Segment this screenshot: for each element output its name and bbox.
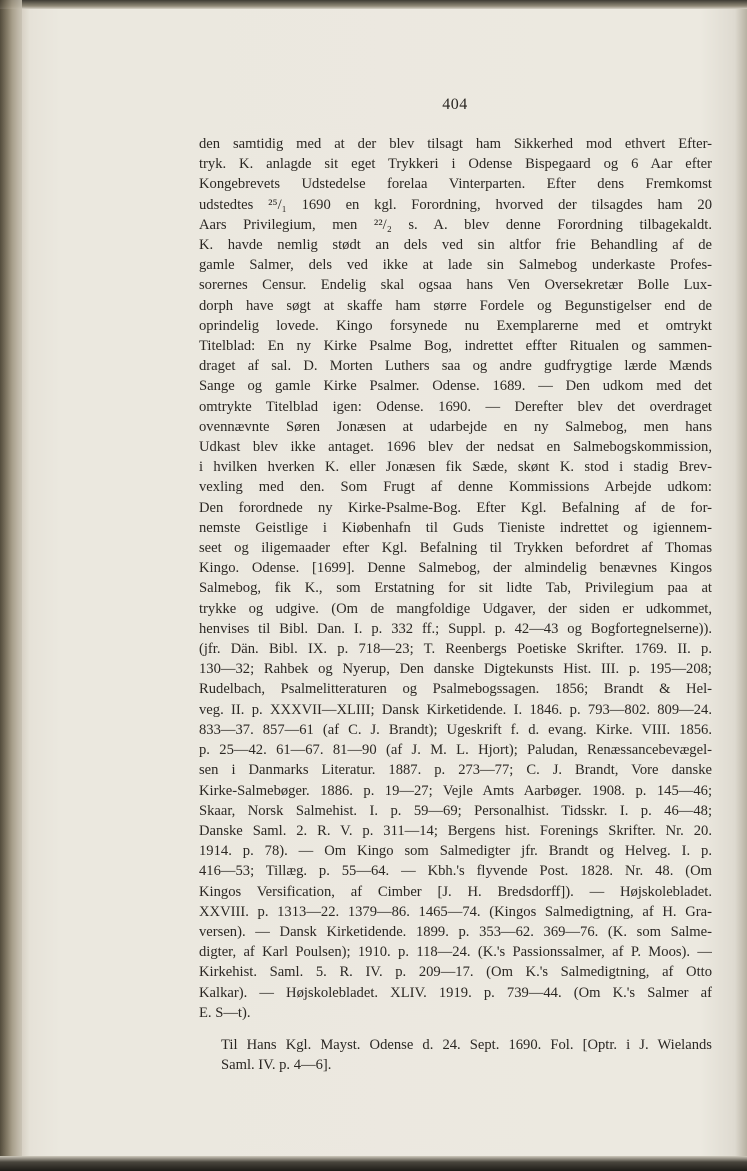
text-line: Skaar, Norsk Salmehist. I. p. 59—69; Personalhist. Tidsskr. I. p. 46—48; <box>199 802 712 819</box>
text-line: Kongebrevets Udstedelse forelaa Vinterparten. Efter dens Fremkomst <box>199 176 712 193</box>
text-line: seet og iligemaader efter Kgl. Befalning til Trykken befordret af Thomas <box>199 540 712 557</box>
book-binding-edge <box>0 0 22 1171</box>
body-text <box>199 134 712 1075</box>
text-line: sen i Danmarks Literatur. 1887. p. 273—77; C. J. Brandt, Vore danske <box>199 762 712 779</box>
text-line: veg. II. p. XXXVII—XLIII; Dansk Kirketidende. I. 1846. p. 793—802. 809—24. <box>199 701 712 718</box>
text-line: Kingo. Odense. [1699]. Denne Salmebog, der almindelig benævnes Kingos <box>199 560 712 577</box>
text-line: henvises til Bibl. Dan. I. p. 332 ff.; Suppl. p. 42—43 og Bogfortegnelserne)). <box>199 620 712 637</box>
text-line: trykke og udgive. (Om de mangfoldige Udgaver, der siden er udkommet, <box>199 600 712 617</box>
text-line: Salmebog, fik K., som Erstatning for sit lidte Tab, Privilegium paa at <box>199 580 712 597</box>
paragraph-gap <box>199 1023 712 1035</box>
text-line: udstedtes ²⁵/₁ 1690 en kgl. Forordning, hvorved der tilsagdes ham 20 <box>199 196 712 213</box>
text-line: draget af sal. D. Morten Luthers saa og andre gudfrygtige lærde Mænds <box>199 358 712 375</box>
text-line: den samtidig med at der blev tilsagt ham Sikkerhed mod ethvert Efter- <box>199 136 712 152</box>
text-line: oprindelig lovede. Kingo forsynede nu Exemplarerne med et omtrykt <box>199 317 712 334</box>
text-line: dorph have søgt at skaffe ham større Fordele og Begunstigelser end de <box>199 297 712 314</box>
page-bottom-edge <box>0 1156 747 1171</box>
text-line: 833—37. 857—61 (af C. J. Brandt); Ugeskrift f. d. evang. Kirke. VIII. 1856. <box>199 721 712 738</box>
text-line: digter, af Karl Poulsen); 1910. p. 118—24. (K.'s Passionssalmer, af P. Moos). — <box>199 944 712 961</box>
text-line: Saml. IV. p. 4—6]. <box>221 1057 332 1074</box>
page-top-edge <box>0 0 747 9</box>
text-line: 1914. p. 78). — Om Kingo som Salmedigter jfr. Brandt og Helveg. I. p. <box>199 843 712 860</box>
text-line: E. S—t). <box>199 1004 251 1021</box>
paragraph-entry <box>199 1035 712 1075</box>
text-line: 416—53; Tillæg. p. 55—64. — Kbh.'s flyvende Post. 1828. Nr. 48. (Om <box>199 863 712 880</box>
text-line: nemste Geistlige i Kiøbenhafn til Guds Tieniste indrettet og igiennem- <box>199 519 712 536</box>
text-line: i hvilken hverken K. eller Jonæsen fik Sæde, skønt K. stod i stadig Brev- <box>199 459 712 476</box>
text-line: Aars Privilegium, men ²²/₂ s. A. blev denne Forordning tilbagekaldt. <box>199 216 712 233</box>
text-line: Til Hans Kgl. Mayst. Odense d. 24. Sept. 1690. Fol. [Optr. i J. Wielands <box>221 1036 712 1053</box>
text-line: Udkast blev ikke antaget. 1696 blev der nedsat en Salmebogskommission, <box>199 439 712 456</box>
text-line: (jfr. Dän. Bibl. IX. p. 718—23; T. Reenbergs Poetiske Skrifter. 1769. II. p. <box>199 641 712 658</box>
text-line: Kingos Versification, af Cimber [J. H. Bredsdorff]). — Højskolebladet. <box>199 883 712 900</box>
text-line: versen). — Dansk Kirketidende. 1899. p. 353—62. 369—76. (K. som Salme- <box>199 923 712 940</box>
text-line: omtrykte Titelblad igen: Odense. 1690. — Derefter blev det overdraget <box>199 398 712 415</box>
text-line: Kirkehist. Saml. 5. R. IV. p. 209—17. (Om K.'s Salmedigtning, af Otto <box>199 964 712 981</box>
text-line: Rudelbach, Psalmelitteraturen og Psalmebogssagen. 1856; Brandt & Hel- <box>199 681 712 698</box>
page-number: 404 <box>442 96 468 113</box>
text-line: K. havde nemlig stødt an dels ved sin altfor frie Behandling af de <box>199 237 712 254</box>
text-line: 130—32; Rahbek og Nyerup, Den danske Digtekunsts Hist. III. p. 195—208; <box>199 661 712 678</box>
text-line: Titelblad: En ny Kirke Psalme Bog, indrettet effter Ritualen og sammen- <box>199 338 712 355</box>
text-line: tryk. K. anlagde sit eget Trykkeri i Odense Bispegaard og 6 Aar efter <box>199 156 712 173</box>
text-line: vexling med den. Som Frugt af denne Kommissions Arbejde udkom: <box>199 479 712 496</box>
text-line: Sange og gamle Kirke Psalmer. Odense. 1689. — Den udkom med det <box>199 378 712 395</box>
text-line: sorernes Censur. Endelig skal ogsaa hans Ven Oversekretær Bolle Lux- <box>199 277 712 294</box>
text-line: Kirke-Salmebøger. 1886. p. 19—27; Vejle Amts Aarbøger. 1908. p. 145—46; <box>199 782 712 799</box>
text-line: gamle Salmer, dels ved ikke at lade sin Salmebog underkaste Profes- <box>199 257 712 274</box>
text-line: ovennævnte Søren Jonæsen at udarbejde en ny Salmebog, men hans <box>199 418 712 435</box>
text-line: Danske Saml. 2. R. V. p. 311—14; Bergens hist. Forenings Skrifter. Nr. 20. <box>199 822 712 839</box>
text-line: XXVIII. p. 1313—22. 1379—86. 1465—74. (Kingos Salmedigtning, af H. Gra- <box>199 903 712 920</box>
text-line: Kalkar). — Højskolebladet. XLIV. 1919. p. 739—44. (Om K.'s Salmer af <box>199 984 712 1001</box>
paragraph-main <box>199 134 712 1023</box>
text-line: Den forordnede ny Kirke-Psalme-Bog. Efter Kgl. Befalning af de for- <box>199 499 712 516</box>
text-line: p. 25—42. 61—67. 81—90 (af J. M. L. Hjort); Paludan, Renæssancebevægel- <box>199 742 712 759</box>
